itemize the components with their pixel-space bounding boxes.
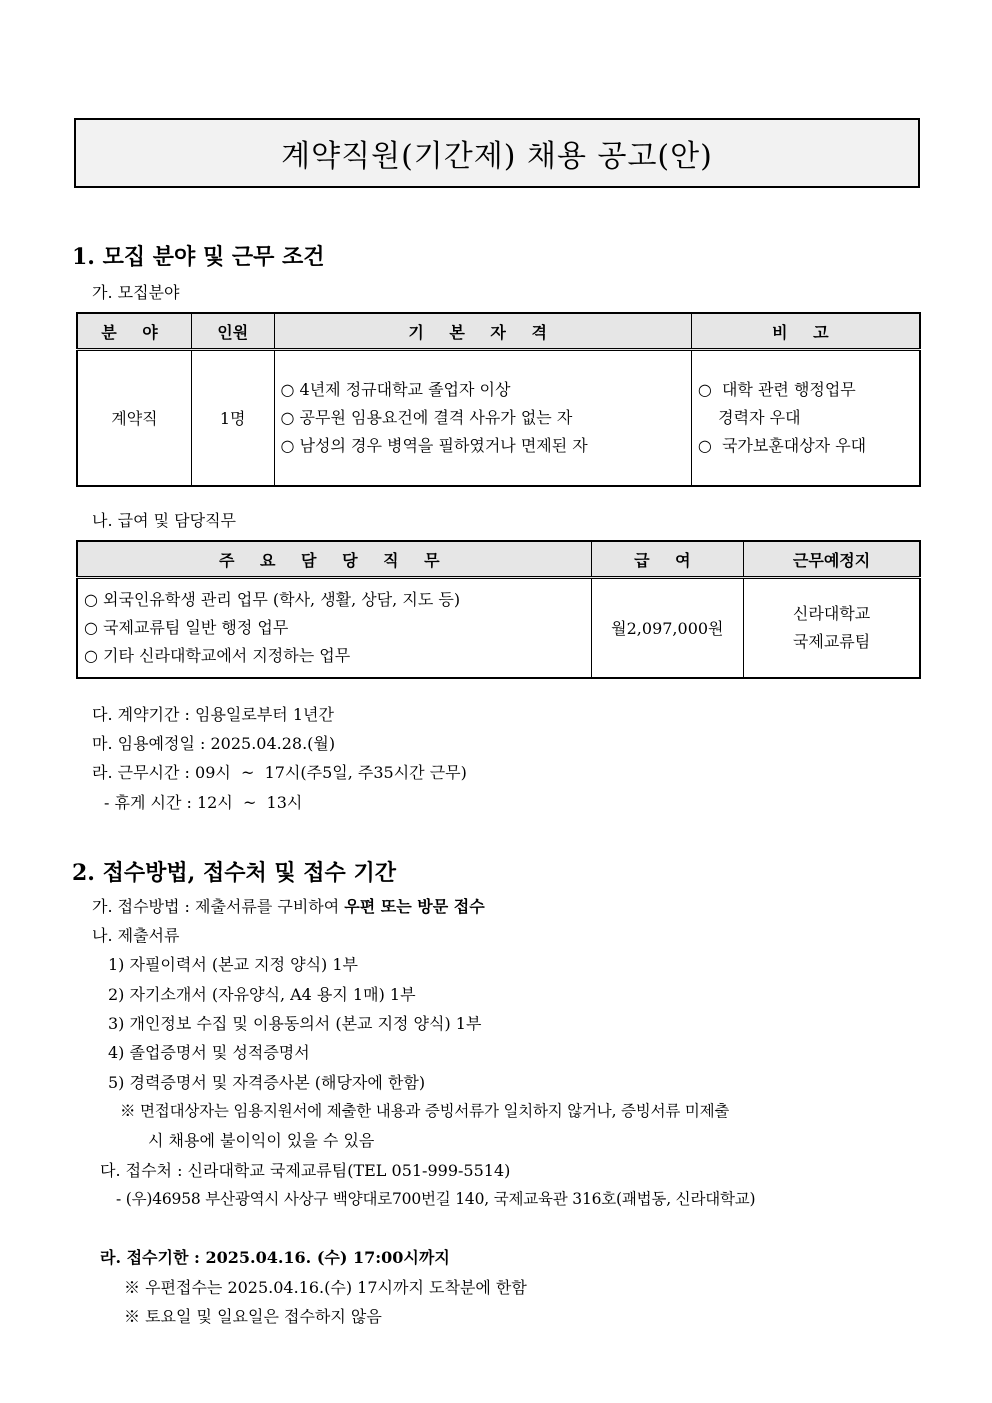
location-line: 신라대학교	[792, 603, 871, 623]
duty-item: ○ 외국인유학생 관리 업무 (학사, 생활, 상담, 지도 등)	[84, 589, 461, 609]
header-salary: 급 여	[591, 541, 744, 578]
doc-item: 4) 졸업증명서 및 성적증명서	[108, 1043, 310, 1062]
recruit-table	[76, 312, 921, 487]
note-item: ○ 대학 관련 행정업무	[697, 379, 856, 399]
deadline	[100, 1245, 450, 1268]
cell-qualifications	[274, 350, 691, 486]
cell-notes	[691, 350, 920, 486]
section1-heading: 1. 모집 분야 및 근무 조건	[72, 244, 325, 270]
doc-item: 5) 경력증명서 및 자격증사본 (해당자에 한함)	[108, 1073, 426, 1092]
header-qualification: 기 본 자 격	[274, 313, 691, 350]
doc-item: 1) 자필이력서 (본교 지정 양식) 1부	[108, 955, 358, 974]
page-title: 계약직원(기간제) 채용 공고(안)	[74, 118, 920, 188]
start-date: 마. 임용예정일 : 2025.04.28.(월)	[92, 734, 336, 753]
section2-heading: 2. 접수방법, 접수처 및 접수 기간	[72, 860, 396, 886]
contract-period: 다. 계약기간 : 임용일로부터 1년간	[92, 705, 334, 724]
docs-note: ※ 면접대상자는 임용지원서에 제출한 내용과 증빙서류가 일치하지 않거나, 증빙서류 미제출	[120, 1102, 730, 1120]
cell-count: 1명	[191, 350, 274, 486]
address: - (우)46958 부산광역시 사상구 백양대로700번길 140, 국제교육관 316호(괘법동, 신라대학교)	[116, 1190, 756, 1208]
cell-duties	[77, 578, 591, 678]
location-line: 국제교류팀	[792, 631, 871, 651]
duty-item: ○ 기타 신라대학교에서 지정하는 업무	[84, 645, 351, 665]
doc-item: 3) 개인정보 수집 및 이용동의서 (본교 지정 양식) 1부	[108, 1014, 482, 1033]
qualification-item: ○ 4년제 정규대학교 졸업자 이상	[280, 379, 511, 399]
office: 다. 접수처 : 신라대학교 국제교류팀(TEL 051-999-5514)	[100, 1161, 511, 1180]
break-time: - 휴게 시간 : 12시 ~ 13시	[104, 793, 303, 812]
deadline-note: ※ 토요일 및 일요일은 접수하지 않음	[124, 1307, 382, 1326]
docs-title: 나. 제출서류	[92, 926, 180, 945]
work-hours: 라. 근무시간 : 09시 ~ 17시(주5일, 주35시간 근무)	[92, 763, 467, 782]
note-item: 경력자 우대	[697, 407, 801, 427]
sub-b-label: 나. 급여 및 담당직무	[92, 511, 236, 530]
cell-field: 계약직	[77, 350, 191, 486]
header-notes: 비 고	[691, 313, 920, 350]
cell-location	[744, 578, 920, 678]
apply-method-text: 가. 접수방법 : 제출서류를 구비하여	[92, 897, 345, 916]
apply-method	[92, 894, 485, 917]
deadline-value: : 2025.04.16. (수) 17:00시까지	[188, 1248, 450, 1267]
cell-salary: 월2,097,000원	[591, 578, 744, 678]
deadline-label: 라. 접수기한	[100, 1248, 189, 1267]
note-item: ○ 국가보훈대상자 우대	[697, 435, 867, 455]
header-duties: 주 요 담 당 직 무	[77, 541, 591, 578]
header-field: 분 야	[77, 313, 191, 350]
header-location: 근무예정지	[744, 541, 920, 578]
header-count: 인원	[191, 313, 274, 350]
apply-method-bold: 우편 또는 방문 접수	[344, 897, 485, 916]
doc-item: 2) 자기소개서 (자유양식, A4 용지 1매) 1부	[108, 985, 416, 1004]
duty-item: ○ 국제교류팀 일반 행정 업무	[84, 617, 289, 637]
docs-note-cont: 시 채용에 불이익이 있을 수 있음	[148, 1131, 375, 1150]
duty-table	[76, 540, 921, 679]
qualification-item: ○ 공무원 임용요건에 결격 사유가 없는 자	[280, 407, 573, 427]
sub-a-label: 가. 모집분야	[92, 283, 180, 302]
deadline-note: ※ 우편접수는 2025.04.16.(수) 17시까지 도착분에 한함	[124, 1278, 527, 1297]
qualification-item: ○ 남성의 경우 병역을 필하였거나 면제된 자	[280, 435, 588, 455]
